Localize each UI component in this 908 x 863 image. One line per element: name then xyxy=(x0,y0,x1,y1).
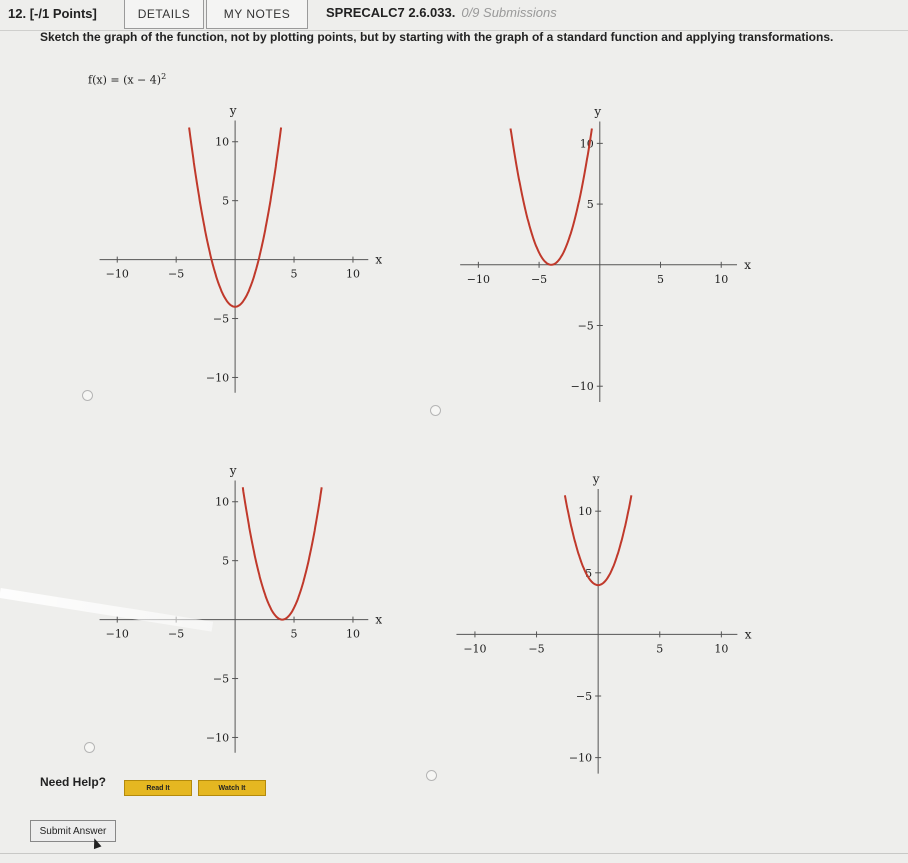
x-tick-label: −5 xyxy=(530,272,548,286)
x-tick-label: −10 xyxy=(105,267,129,281)
function-text: f(x) = (x − 4) xyxy=(88,73,162,87)
y-tick-label: −10 xyxy=(205,371,230,385)
y-tick-label: −10 xyxy=(570,380,594,394)
graph-option-4-svg xyxy=(436,455,781,800)
x-tick-label: 10 xyxy=(345,267,360,281)
assignment-info xyxy=(326,5,557,20)
y-tick-label: 10 xyxy=(215,495,230,509)
y-axis-label: y xyxy=(229,463,237,478)
question-header xyxy=(0,0,908,30)
footer-divider xyxy=(0,853,908,854)
instruction-text xyxy=(40,30,833,44)
y-tick-label: −10 xyxy=(205,731,230,745)
x-tick-label: −10 xyxy=(105,627,129,641)
y-tick-label: −10 xyxy=(568,751,593,765)
x-axis-label: x xyxy=(744,627,752,642)
need-help-label: Need Help? xyxy=(40,775,107,789)
x-axis-label: x xyxy=(375,612,383,627)
y-tick-label: 10 xyxy=(579,137,594,151)
question-number xyxy=(8,6,97,21)
x-axis-label: x xyxy=(744,257,752,272)
x-tick-label: −5 xyxy=(168,267,185,281)
x-axis-label: x xyxy=(375,252,383,267)
y-axis-label: y xyxy=(592,471,600,486)
graph-option-4[interactable] xyxy=(436,455,781,800)
question-points: [-/1 Points] xyxy=(29,6,97,21)
x-tick-label: −5 xyxy=(168,627,185,641)
x-tick-label: 5 xyxy=(290,267,298,281)
details-button[interactable]: DETAILS xyxy=(124,0,204,29)
x-tick-label: 10 xyxy=(714,272,729,286)
submit-answer-button[interactable]: Submit Answer xyxy=(30,820,116,842)
y-tick-label: −5 xyxy=(577,319,594,333)
assignment-id: SPRECALC7 2.6.033. xyxy=(326,5,456,20)
y-tick-label: 10 xyxy=(578,505,593,519)
x-tick-label: 10 xyxy=(714,642,729,656)
function-exponent: 2 xyxy=(161,72,167,81)
y-tick-label: 5 xyxy=(586,198,594,212)
y-tick-label: 5 xyxy=(222,194,230,208)
watch-it-button[interactable]: Watch It xyxy=(198,780,266,796)
y-axis-label: y xyxy=(594,104,602,119)
submissions-count: 0/9 Submissions xyxy=(461,5,557,20)
x-tick-label: −5 xyxy=(528,642,545,656)
x-tick-label: 5 xyxy=(656,642,664,656)
parabola-curve xyxy=(243,487,322,619)
graph-option-2-svg xyxy=(440,88,780,428)
graph-option-1-svg xyxy=(80,88,410,418)
x-tick-label: −10 xyxy=(466,272,490,286)
graph-option-2[interactable] xyxy=(440,88,780,428)
x-tick-label: 10 xyxy=(345,627,360,641)
read-it-button[interactable]: Read It xyxy=(124,780,192,796)
y-tick-label: −5 xyxy=(575,690,593,704)
x-tick-label: −10 xyxy=(463,642,487,656)
y-tick-label: 5 xyxy=(222,554,230,568)
y-tick-label: −5 xyxy=(212,672,230,686)
y-tick-label: 5 xyxy=(585,566,593,580)
question-number-text: 12. xyxy=(8,6,27,21)
y-tick-label: 10 xyxy=(215,135,230,149)
x-tick-label: 5 xyxy=(290,627,298,641)
my-notes-button[interactable]: MY NOTES xyxy=(206,0,308,29)
y-axis-label: y xyxy=(229,103,237,118)
function-expression xyxy=(88,72,166,87)
y-tick-label: −5 xyxy=(212,312,230,326)
graph-option-1[interactable] xyxy=(80,88,410,418)
instruction-label: Sketch the graph of the function, not by plotting points, but by starting with the graph of a standard function and applying transformations. xyxy=(40,30,834,44)
x-tick-label: 5 xyxy=(657,272,665,286)
